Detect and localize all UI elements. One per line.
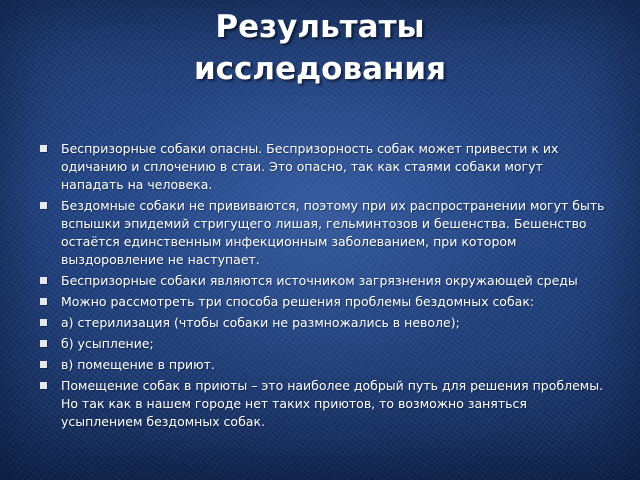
list-item — [40, 335, 608, 353]
list-item-text: а) стерилизация (чтобы собаки не размножались в неволе); — [61, 315, 460, 330]
list-item-text: Помещение собак в приюты – это наиболее добрый путь для решения проблемы. Но так как в нашем городе нет таких приютов, то возможно заняться усыплением бездомных собак. — [61, 378, 604, 429]
list-item — [40, 272, 608, 290]
square-bullet-icon — [40, 298, 47, 305]
square-bullet-icon — [40, 319, 47, 326]
slide-title-line1: Результаты — [215, 9, 425, 45]
list-item — [40, 377, 608, 431]
list-item — [40, 140, 608, 194]
square-bullet-icon — [40, 382, 47, 389]
square-bullet-icon — [40, 340, 47, 347]
list-item-text: Беспризорные собаки опасны. Беспризорность собак может привести к их одичанию и сплочению в стаи. Это опасно, так как стаями собаки могут нападать на человека. — [61, 141, 559, 192]
square-bullet-icon — [40, 202, 47, 209]
square-bullet-icon — [40, 277, 47, 284]
list-item-text: б) усыпление; — [61, 336, 154, 351]
list-item-text: Беспризорные собаки являются источником загрязнения окружающей среды — [61, 273, 578, 288]
list-item-text: Можно рассмотреть три способа решения проблемы бездомных собак: — [61, 294, 535, 309]
square-bullet-icon — [40, 361, 47, 368]
list-item-text: в) помещение в приют. — [61, 357, 215, 372]
list-item — [40, 197, 608, 269]
list-item — [40, 356, 608, 374]
bullet-list — [40, 140, 608, 434]
list-item — [40, 293, 608, 311]
slide-title-line2: исследования — [193, 51, 447, 87]
list-item — [40, 314, 608, 332]
list-item-text: Бездомные собаки не прививаются, поэтому при их распространении могут быть вспышки эпидемий стригущего лишая, гельминтозов и бешенства. Бешенство остаётся единственным инфекционным заболеванием, при котором выздоровление не наступает. — [61, 198, 605, 267]
slide-title — [0, 6, 640, 90]
square-bullet-icon — [40, 145, 47, 152]
